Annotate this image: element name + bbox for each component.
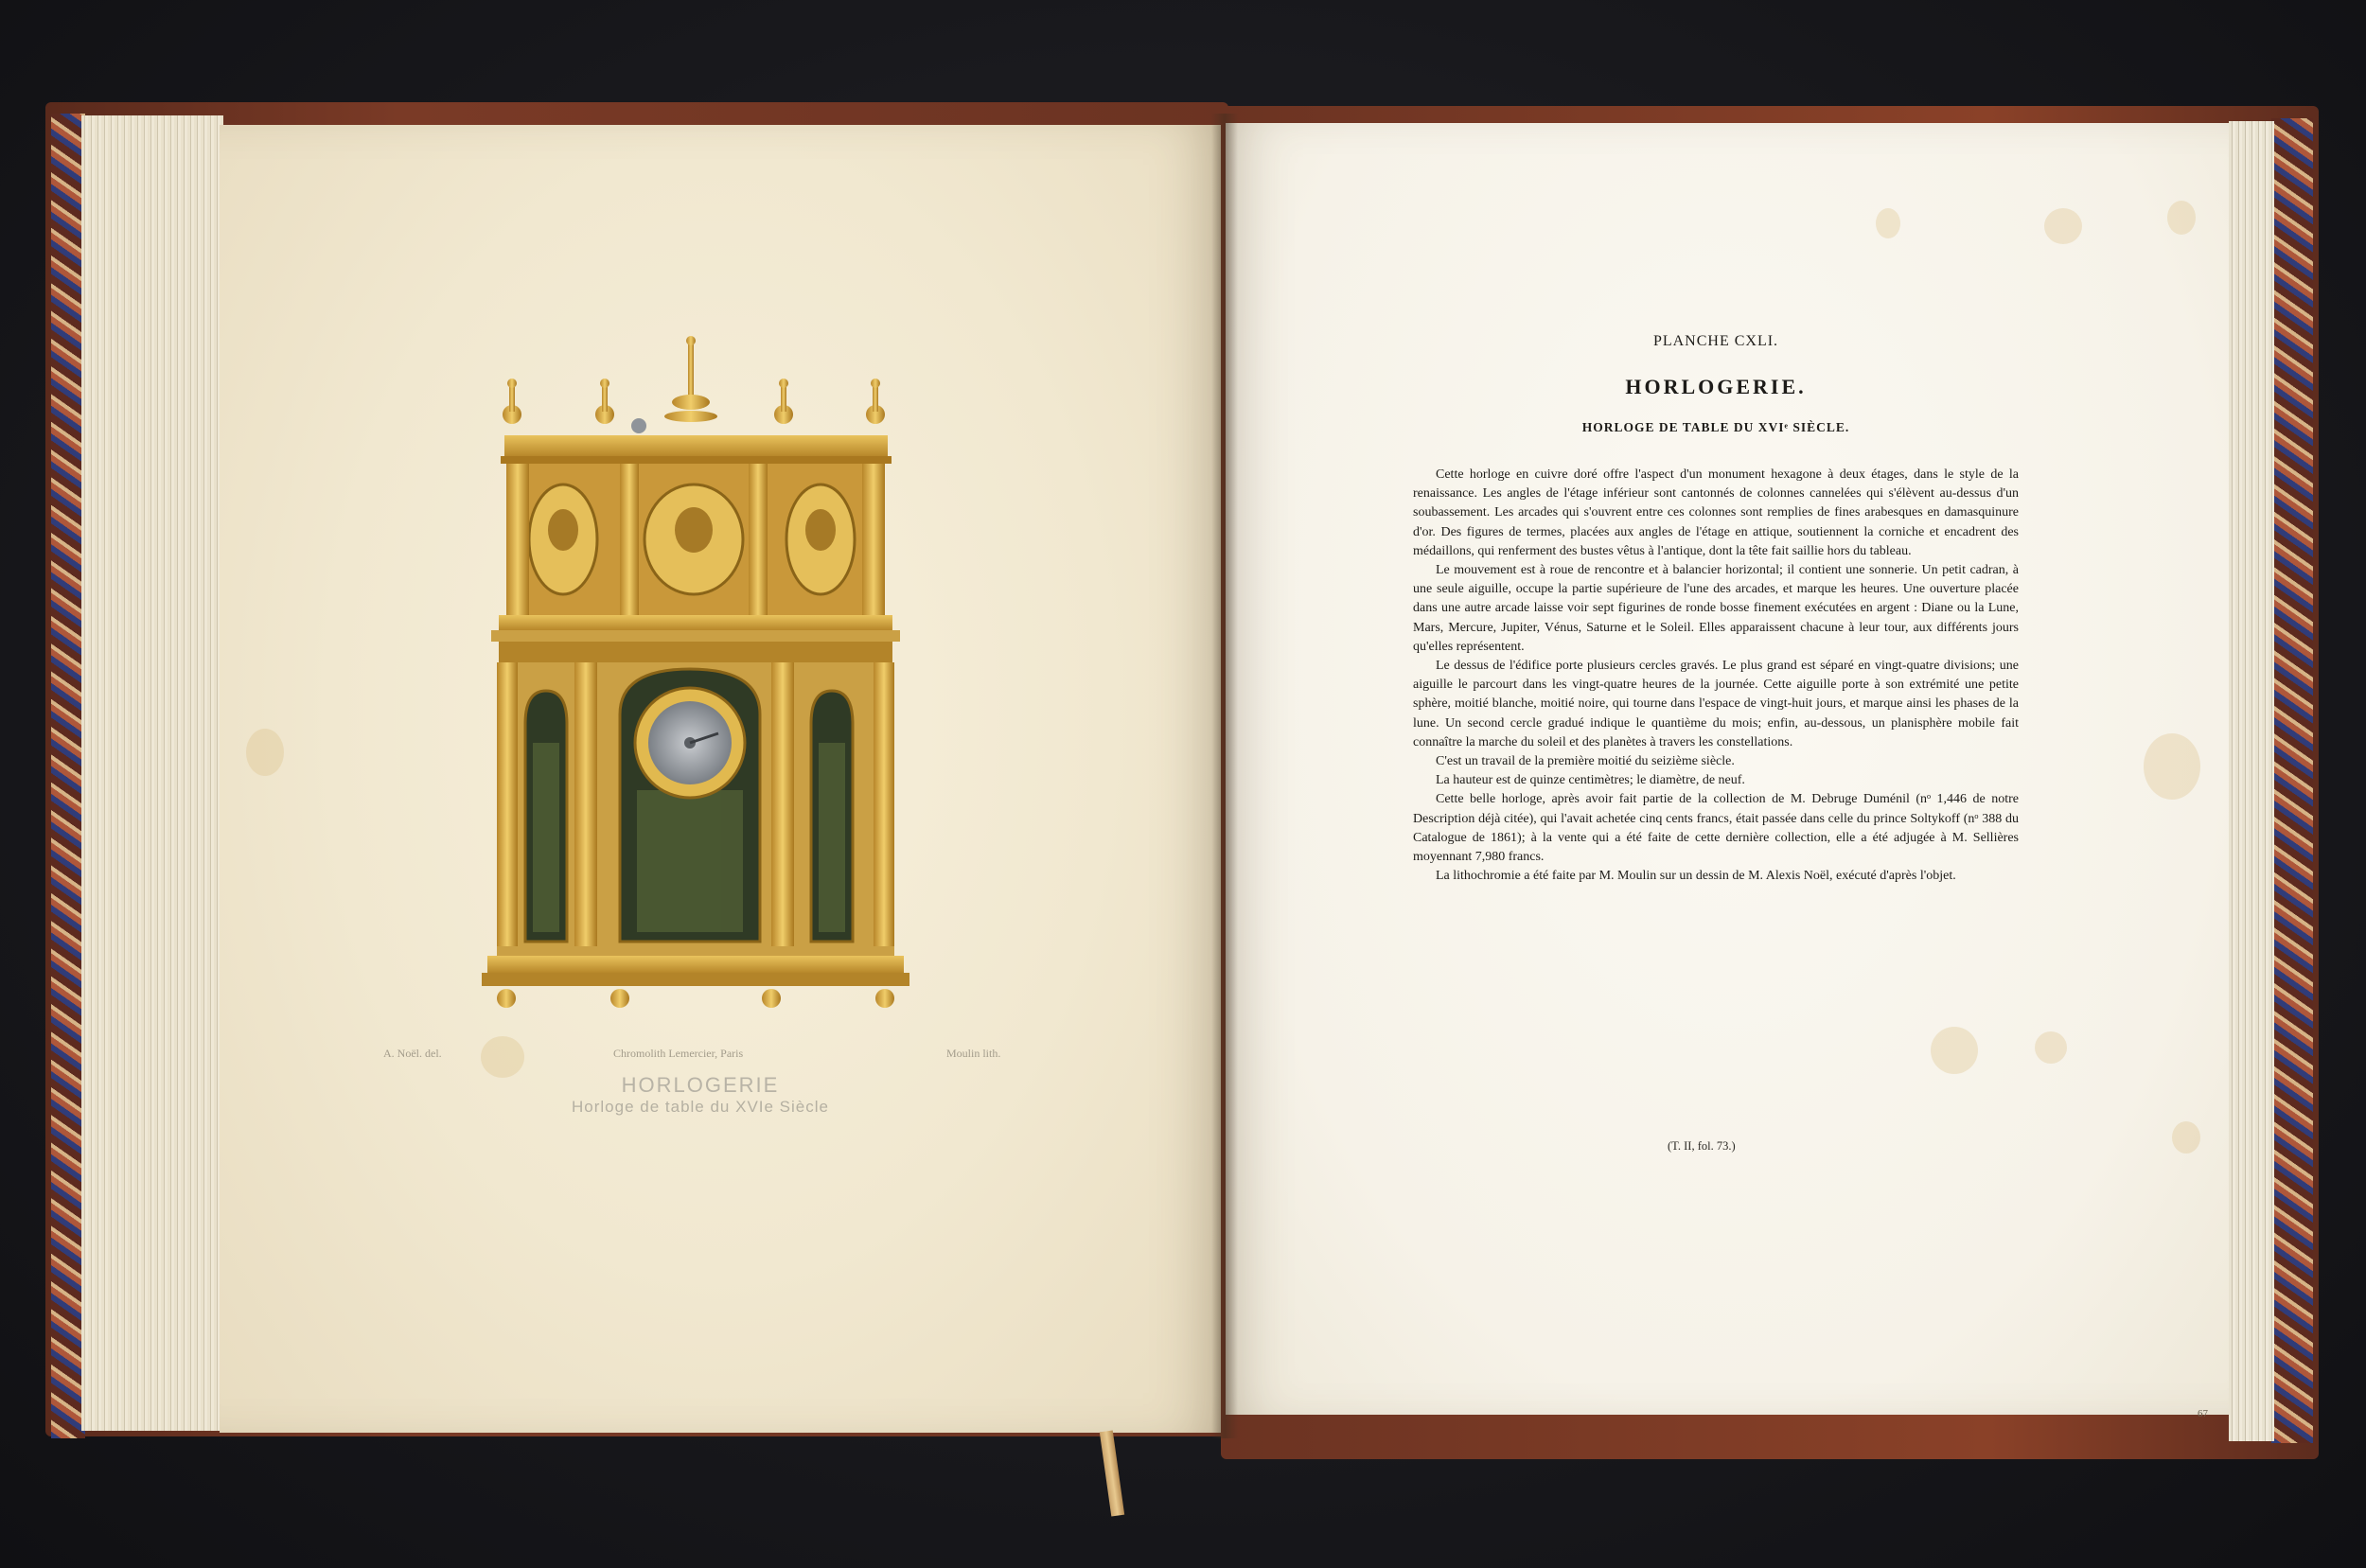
left-page-stack [81,115,223,1431]
paragraph: Le mouvement est à roue de rencontre et à balancier horizontal; il contient une sonnerie. Un petit cadran, à une seule aiguille, occupe la partie supérieure de l'une des arcades, et marque les heures. Une ouverture placée dans une autre arcade laisse voir sept figurines de ronde bosse finement exécutées en argent : Diane ou la Lune, Mars, Mercure, Jupiter, Vénus, Saturne et le Soleil. Elles apparaissent chacune à leur tour, aux différents jours qu'elles représentent. [1413,563,2019,654]
foxing-spot [1876,208,1900,238]
plate-subtitle: Horloge de table du XVIe Siècle [572,1098,829,1116]
foxing-spot [1931,1027,1978,1074]
plate-credit-draftsman: A. Noël. del. [383,1047,442,1060]
table-clock-illustration [478,336,913,1036]
right-marbled-edge [2271,118,2313,1443]
foxing-spot [2172,1121,2200,1154]
paragraph: La lithochromie a été faite par M. Moulin sur un dessin de M. Alexis Noël, exécuté d'après l'objet. [1436,869,1956,884]
left-marbled-edge [51,114,85,1438]
page-subheading: HORLOGE DE TABLE DU XVIᵉ SIÈCLE. [1581,420,1850,434]
right-page-stack [2229,121,2274,1441]
page-corner-mark: 67 [2198,1408,2208,1419]
plate-credit-lithographer: Moulin lith. [946,1047,1001,1060]
foxing-spot [2035,1031,2067,1064]
paragraph: La hauteur est de quinze centimètres; le diamètre, de neuf. [1436,773,1745,788]
folio-reference: (T. II, fol. 73.) [1668,1139,1736,1153]
foxing-spot [2044,208,2082,244]
plate-credit-printer: Chromolith Lemercier, Paris [613,1047,744,1060]
foxing-spot [246,729,284,776]
foxing-spot [481,1036,524,1078]
planche-number: PLANCHE CXLI. [1652,333,1779,349]
book-gutter [1211,114,1238,1438]
plate-title: HORLOGERIE [621,1073,780,1097]
finials [503,336,885,433]
page-heading: HORLOGERIE. [1625,375,1807,398]
foxing-spot [2167,201,2196,235]
body-text [1413,466,2019,886]
paragraph: C'est un travail de la première moitié du seizième siècle. [1436,754,1735,769]
paragraph: Cette horloge en cuivre doré offre l'aspect d'un monument hexagone à deux étages, dans le style de la renaissance. Les angles de l'étage inférieur sont cantonnés de colonnes cannelées qui s'élèvent au-dessus d'un soubassement. Les arcades qui s'ouvrent entre ces colonnes sont remplies de fines arabesques en damasquinure d'or. Des figures de termes, placées aux angles de l'étage en attique, soutiennent la corniche et encadrent des médaillons, qui renferment des bustes vêtus à l'antique, dont la tête fait saillie hors du tableau. [1413,467,2019,558]
right-page-text [1413,333,2019,886]
foxing-spot [2144,733,2200,800]
paragraph: Le dessus de l'édifice porte plusieurs cercles gravés. Le plus grand est séparé en vingt-quatre divisions; une aiguille le parcourt dans les vingt-quatre heures de la journée. Cette aiguille porte à son extrémité une petite sphère, moitié blanche, moitié noire, qui tourne dans l'espace de vingt-huit jours, et marque ainsi les phases de la lune. Un second cercle gradué indique le quantième du mois; enfin, au-dessous, un planisphère mobile fait connaître la marche du soleil et des planètes à travers les constellations. [1413,659,2019,749]
paragraph: Cette belle horloge, après avoir fait partie de la collection de M. Debruge Duménil (nᵒ 1,446 de notre Description déjà citée), qui l'avait achetée cinq cents francs, était passée dans celle du prince Soltykoff (nᵒ 388 du Catalogue de 1861); à la vente qui a été faite de cette dernière collection, elle a été adjugée à M. Sellières moyennant 7,980 francs. [1413,792,2019,865]
